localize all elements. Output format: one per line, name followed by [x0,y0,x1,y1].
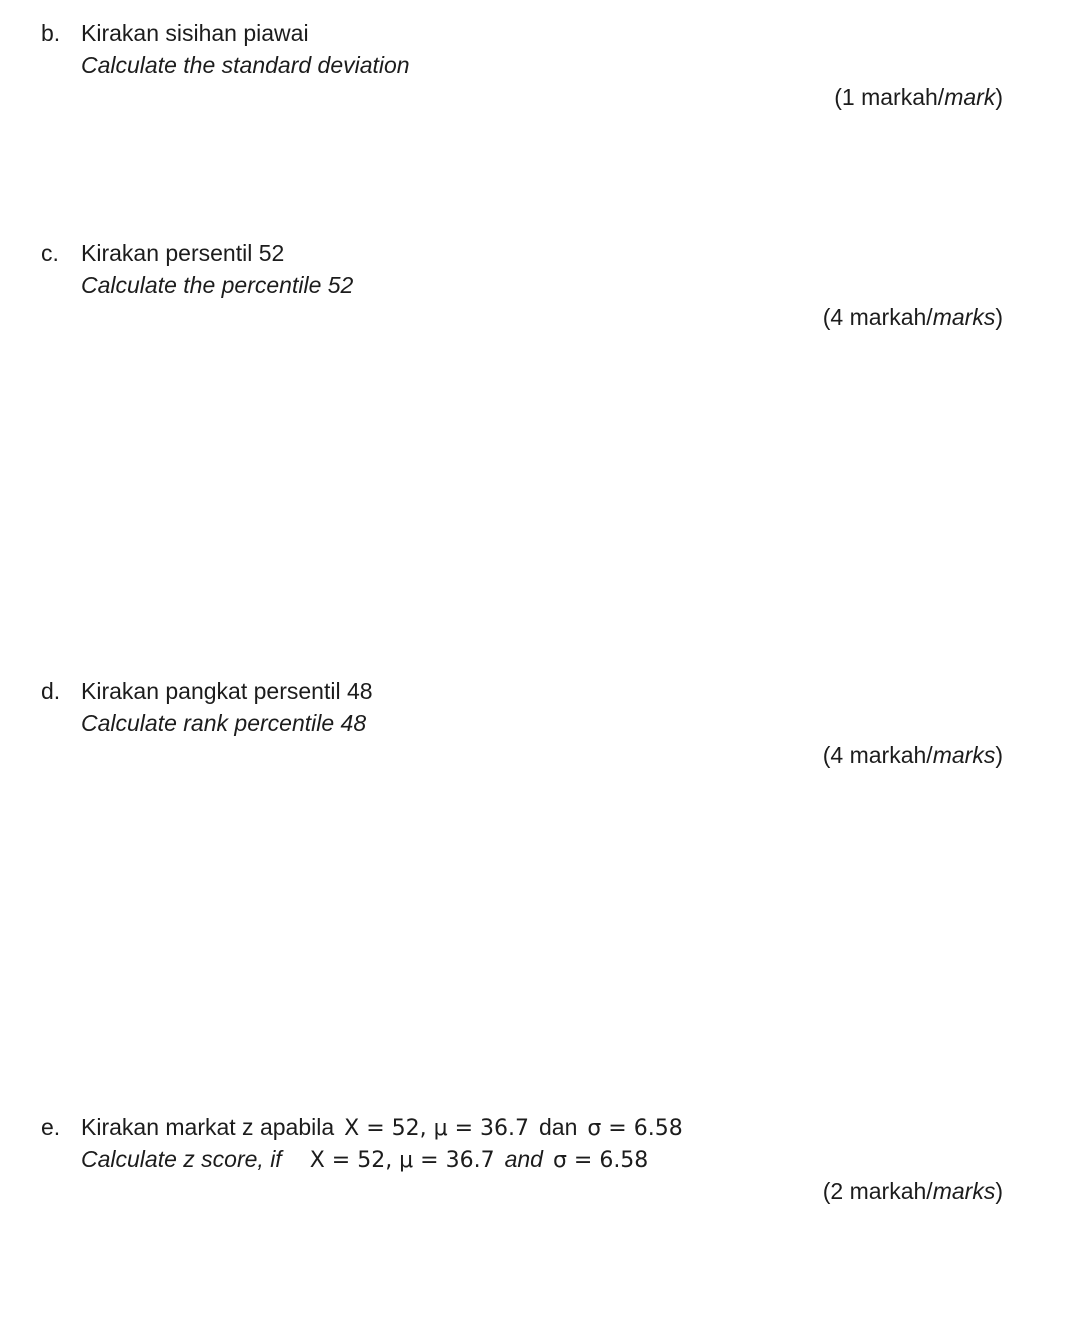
marks-suffix: ) [995,304,1003,330]
marks-suffix: ) [995,742,1003,768]
marks-label [823,741,1003,769]
question-text-malay: Kirakan sisihan piawai [81,20,309,46]
marks-english: mark [944,84,996,110]
question-text-malay: Kirakan persentil 52 [81,240,285,266]
english-prefix: Calculate z score, if [81,1146,282,1172]
sigma-value: σ = 6.58 [552,1148,649,1173]
marks-label [834,83,1003,111]
question-letter: d. [41,678,61,704]
marks-english: marks [932,1178,996,1204]
marks-prefix: (4 markah/ [822,304,933,330]
question-b [0,19,1082,110]
question-letter: c. [41,240,59,266]
question-e [0,1113,1082,1204]
question-letter: e. [41,1114,61,1140]
question-text-english: Calculate the percentile 52 [81,272,354,298]
question-d [0,677,1082,768]
marks-prefix: (1 markah/ [834,84,945,110]
question-text-malay: Kirakan pangkat persentil 48 [81,678,373,704]
marks-english: marks [932,742,996,768]
question-text-english [81,1145,648,1175]
question-text-english: Calculate rank percentile 48 [81,710,367,736]
question-letter: b. [41,20,61,46]
malay-prefix: Kirakan markat z apabila [81,1114,335,1140]
marks-prefix: (4 markah/ [822,742,933,768]
given-values: X = 52, μ = 36.7 [344,1116,529,1141]
marks-english: marks [932,304,996,330]
marks-suffix: ) [995,84,1003,110]
marks-prefix: (2 markah/ [822,1178,933,1204]
given-values: X = 52, μ = 36.7 [309,1148,495,1173]
question-text-malay [81,1113,683,1143]
question-c [0,239,1082,330]
marks-label [823,1177,1003,1205]
question-text-english: Calculate the standard deviation [81,52,410,78]
malay-conjunction: dan [539,1114,578,1140]
sigma-value: σ = 6.58 [587,1116,683,1141]
marks-suffix: ) [995,1178,1003,1204]
marks-label [823,303,1003,331]
english-conjunction: and [504,1146,543,1172]
